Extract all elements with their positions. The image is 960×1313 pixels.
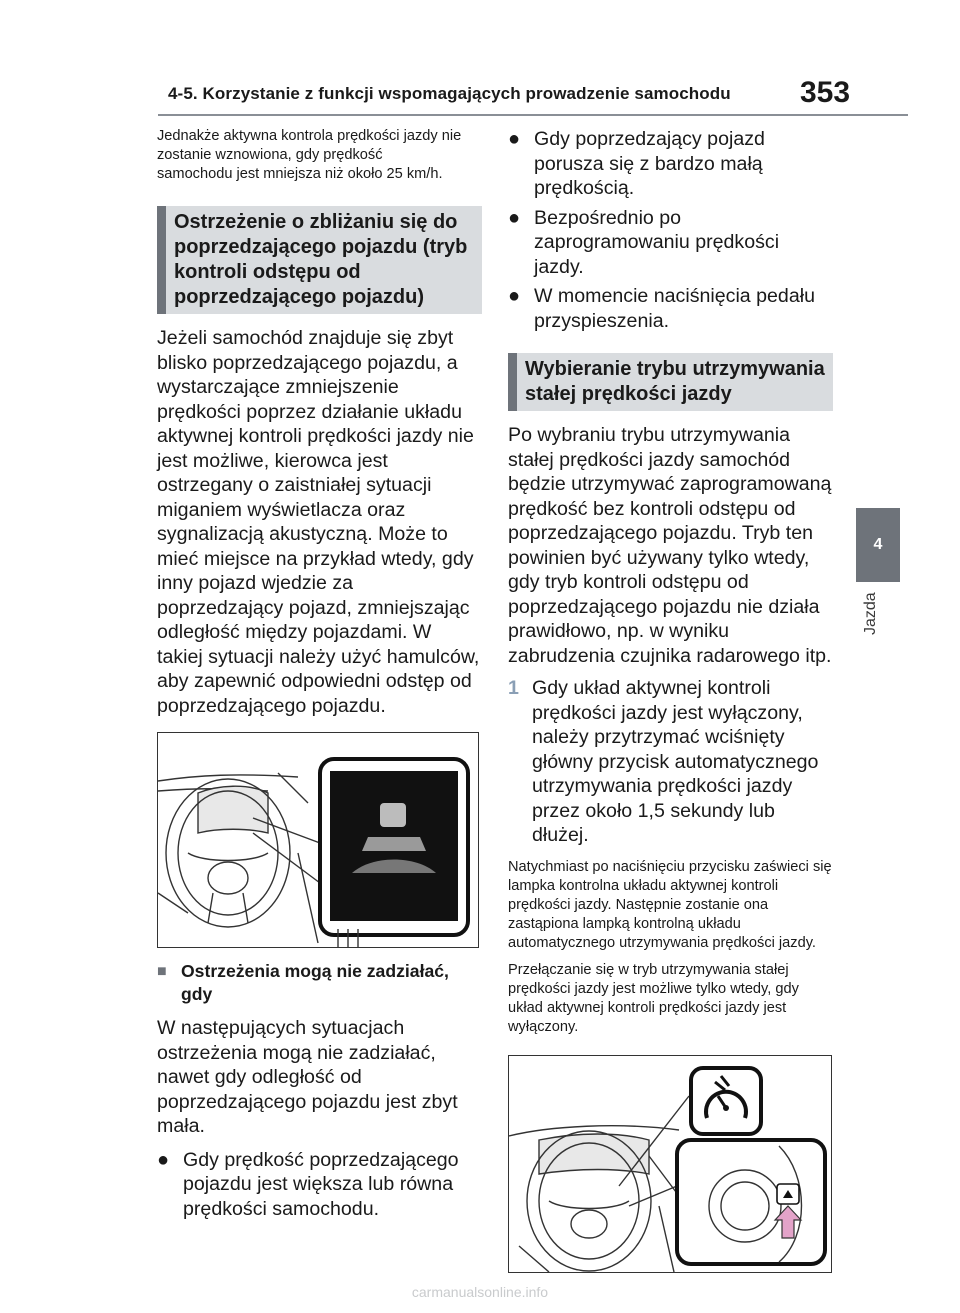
right-column <box>508 127 833 1273</box>
distance-bar-icon <box>362 837 426 851</box>
list-item <box>157 1148 482 1222</box>
proximity-warning-paragraph: Jeżeli samochód znajduje się zbyt blisko poprzedzającego pojazdu, a wystarczające zmniejszenie prędkości poprzez działanie układu aktywnej kontroli prędkości jazdy nie jest możliwe, kierowca jest ostrzegany o zaistniałej sytuacji miganiem wyświetlacza oraz sygnalizacją akustyczną. Może to mieć miejsce na przykład wtedy, gdy inny pojazd wjedzie za poprzedzający pojazd, zmniejszając odległość między pojazdami. W takiej sytuacji należy użyć hamulców, aby zapewnić odpowiedni odstęp od poprzedzającego pojazdu. <box>157 327 480 717</box>
bullet-icon: ● <box>508 128 521 150</box>
cruise-control-speedometer-icon <box>691 1068 761 1134</box>
figure-dashboard-warning <box>157 732 479 948</box>
callout-line-button <box>629 1186 677 1206</box>
constant-speed-paragraph: Po wybraniu trybu utrzymywania stałej prędkości jazdy samochód będzie utrzymywać zaprogramowaną prędkość bez kontroli odstępu od poprzedzającego pojazdu. Tryb ten powinien być używany tylko wtedy, gdy tryb kontroli odstępu od poprzedzającego pojazdu nie działa prawidłowo, np. w wyniku zabrudzenia czujnika radarowego itp. <box>508 424 832 667</box>
steering-button-illustration <box>509 1056 831 1272</box>
list-item <box>508 206 833 280</box>
bullet-text: Gdy poprzedzający pojazd porusza się z bardzo małą prędkością. <box>534 128 765 199</box>
subheading-text: Ostrzeżenia mogą nie zadziałać, gdy <box>181 961 449 1004</box>
step-number: 1 <box>508 677 519 699</box>
dashboard-warning-illustration <box>158 733 478 947</box>
bullet-text: W momencie naciśnięcia pedału przyspieszenia. <box>534 285 815 332</box>
preceding-vehicle-icon <box>380 803 406 827</box>
list-item <box>508 284 833 333</box>
bullet-icon: ● <box>157 1148 170 1171</box>
bullet-icon: ● <box>508 285 521 307</box>
list-item <box>508 127 833 201</box>
page-header-title: 4-5. Korzystanie z funkcji wspomagających prowadzenie samochodu <box>168 84 731 103</box>
steering-wheel-drawing <box>158 773 318 943</box>
watermark: carmanualsonline.info <box>411 1284 549 1300</box>
page-number: 353 <box>800 76 851 109</box>
square-marker-icon: ■ <box>157 963 167 980</box>
left-column <box>157 127 482 1221</box>
step-item <box>508 676 833 848</box>
subheading-warnings-may-not-work <box>157 960 482 1006</box>
callout-line-bottom <box>253 833 320 883</box>
section-heading-constant-speed: Wybieranie trybu utrzymywania stałej prędkości jazdy <box>508 353 833 411</box>
note-paragraph-indicator: Natychmiast po naciśnięciu przycisku zaświeci się lampka kontrolna układu aktywnej kontroli prędkości jazdy. Następnie zostanie ona zastąpiona lampką kontrolną układu automatycznego utrzymywania prędkości jazdy. <box>508 858 832 951</box>
chapter-tab[interactable]: 4 <box>856 508 900 582</box>
chapter-label: Jazda <box>862 592 879 635</box>
steering-wheel-drawing <box>509 1125 679 1271</box>
section-heading-proximity-warning: Ostrzeżenie o zbliżaniu się do poprzedzającego pojazdu (tryb kontroli odstępu od poprzedzającego pojazdu) <box>157 206 482 314</box>
figure-steering-button <box>508 1055 832 1273</box>
bullet-icon: ● <box>508 206 521 229</box>
warnings-paragraph: W następujących sytuacjach ostrzeżenia mogą nie zadziałać, nawet gdy odległość od poprzedzającego pojazdu jest zbyt mała. <box>157 1017 458 1137</box>
button-callout-frame <box>677 1140 825 1264</box>
note-paragraph-switching: Przełączanie się w tryb utrzymywania stałej prędkości jazdy jest możliwe tylko wtedy, gdy układ aktywnej kontroli prędkości jazdy jest wyłączony. <box>508 961 799 1035</box>
bullet-text: Gdy prędkość poprzedzającego pojazdu jest większa lub równa prędkości samochodu. <box>183 1148 459 1220</box>
intro-paragraph: Jednakże aktywna kontrola prędkości jazdy nie zostanie wznowiona, gdy prędkość samochodu jest mniejsza niż około 25 km/h. <box>157 128 462 182</box>
header-rule <box>158 114 908 116</box>
step-text: Gdy układ aktywnej kontroli prędkości jazdy jest wyłączony, należy przytrzymać wciśnięty główny przycisk automatycznego utrzymywania prędkości jazdy przez około 1,5 sekundy lub dłużej. <box>532 677 819 846</box>
bullet-text: Bezpośrednio po zaprogramowaniu prędkości jazdy. <box>534 206 780 278</box>
